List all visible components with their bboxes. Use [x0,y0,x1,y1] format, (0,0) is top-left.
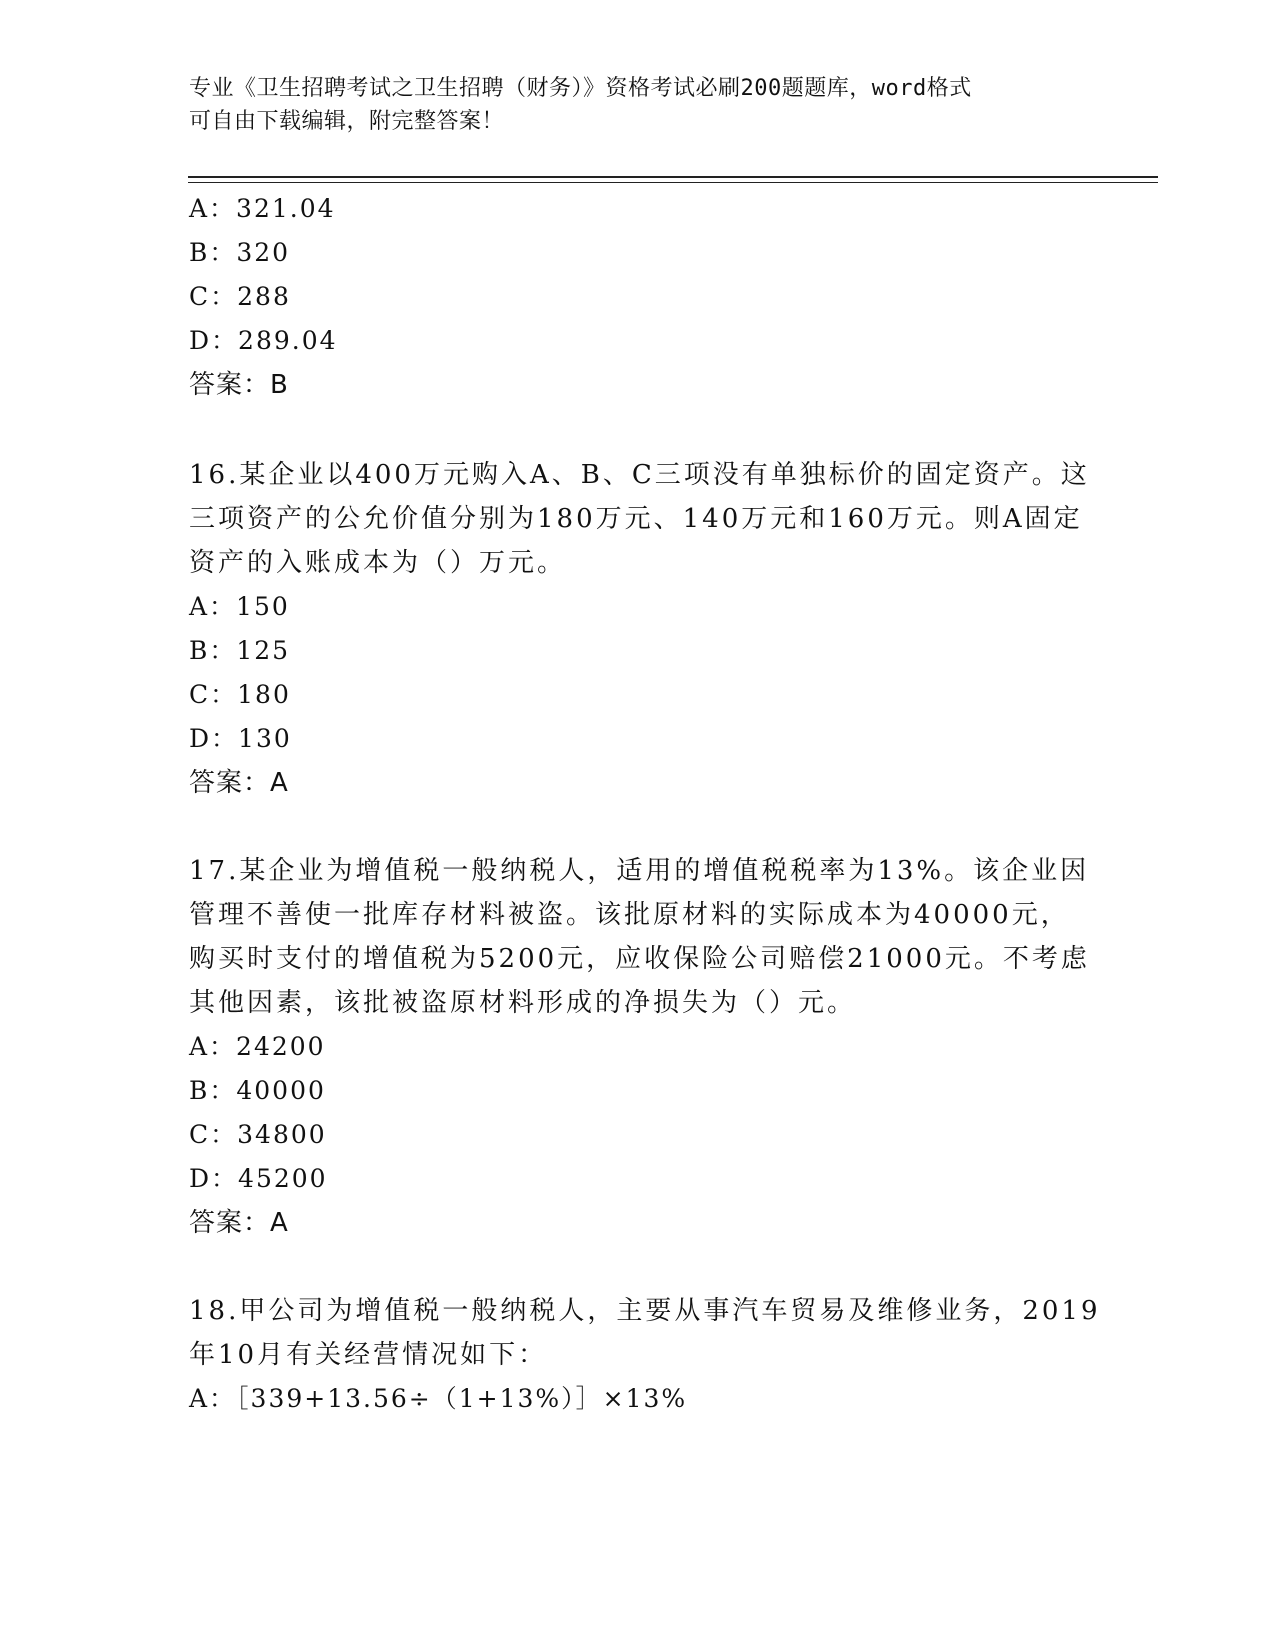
q15-answer: 答案：B [189,370,289,400]
document-header [189,72,1089,138]
q17-option-b: B：40000 [189,1076,326,1105]
q16-option-a: A：150 [189,592,290,621]
q16-option-d: D：130 [189,724,292,753]
q16-option-b: B：125 [189,636,291,665]
q16-text-line-3: 资产的入账成本为（）万元。 [189,548,567,578]
q18-text-line-1: 18.甲公司为增值税一般纳税人，主要从事汽车贸易及维修业务，2019 [189,1296,1101,1326]
q17-option-c: C：34800 [189,1120,327,1149]
q17-text-line-4: 其他因素，该批被盗原材料形成的净损失为（）元。 [189,988,857,1018]
header-divider-thick [188,176,1158,178]
q16-answer: 答案：A [189,768,289,798]
q16-option-c: C：180 [189,680,291,709]
q18-option-a: A：［339+13.56÷（1+13%）］×13% [189,1384,688,1413]
header-divider-thin [188,182,1158,183]
q15-option-d: D：289.04 [189,326,338,355]
q16-text-line-1: 16.某企业以400万元购入A、B、C三项没有单独标价的固定资产。这 [189,460,1090,490]
q17-text-line-2: 管理不善使一批库存材料被盗。该批原材料的实际成本为40000元， [189,900,1070,930]
q17-text-line-3: 购买时支付的增值税为5200元，应收保险公司赔偿21000元。不考虑 [189,944,1090,974]
q17-answer: 答案：A [189,1208,289,1238]
q16-text-line-2: 三项资产的公允价值分别为180万元、140万元和160万元。则A固定 [189,504,1083,534]
q17-option-d: D：45200 [189,1164,328,1193]
q15-option-b: B：320 [189,238,291,267]
q17-text-line-1: 17.某企业为增值税一般纳税人，适用的增值税税率为13%。该企业因 [189,856,1090,886]
q18-text-line-2: 年10月有关经营情况如下： [189,1340,548,1370]
header-line-2: 可自由下载编辑，附完整答案！ [189,109,505,134]
q15-option-a: A：321.04 [189,194,336,223]
header-line-1: 专业《卫生招聘考试之卫生招聘（财务）》资格考试必刷200题题库，word格式 [189,76,972,101]
q15-option-c: C：288 [189,282,291,311]
q17-option-a: A：24200 [189,1032,326,1061]
